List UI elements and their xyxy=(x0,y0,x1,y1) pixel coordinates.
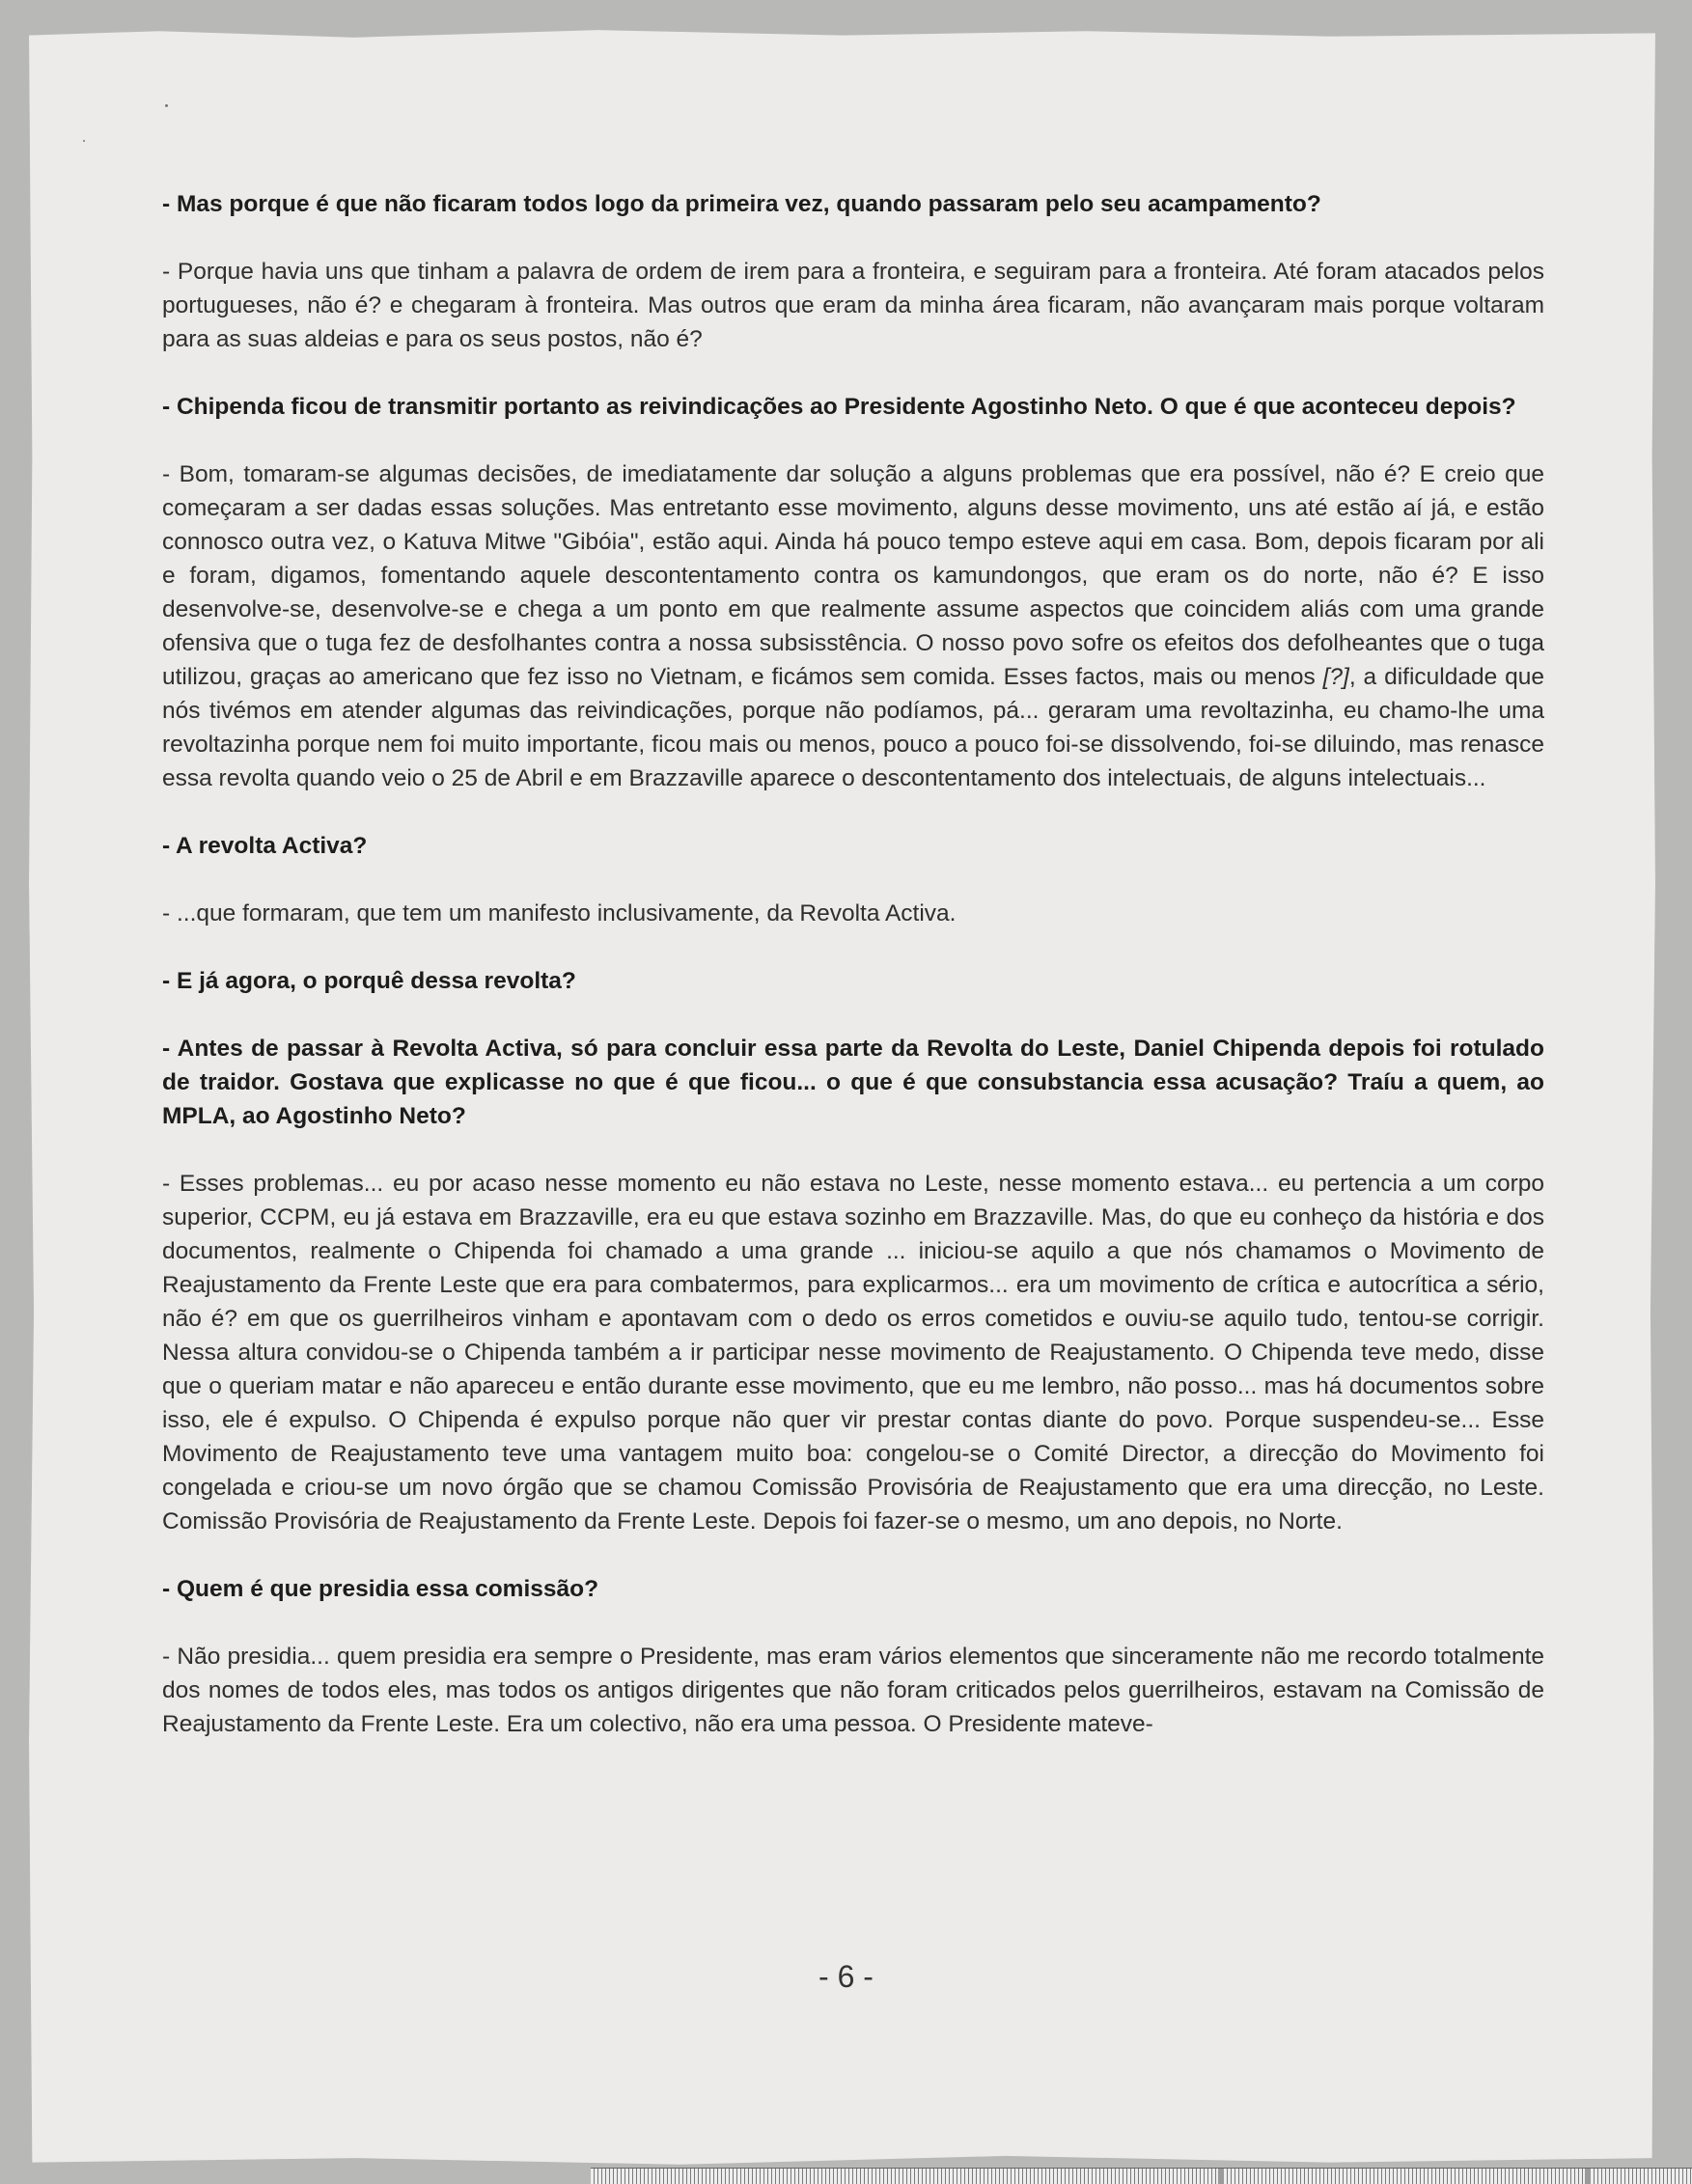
question-paragraph: - Mas porque é que não ficaram todos logo da primeira vez, quando passaram pelo seu acampamento? xyxy=(162,191,1321,217)
question-paragraph: - Antes de passar à Revolta Activa, só para concluir essa parte da Revolta do Leste, Daniel Chipenda depois foi rotulado de traidor. Gostava que explicasse no que é que ficou... o que é que consubstancia essa acusação? Traíu a quem, ao MPLA, ao Agostinho Neto? xyxy=(162,1036,1544,1129)
scan-ruler xyxy=(591,2168,1692,2184)
answer-text: - Bom, tomaram-se algumas decisões, de imediatamente dar solução a alguns problemas que era possível, não é? E creio que começaram a ser dadas essas soluções. Mas entretanto esse movimento, alguns desse movimento, uns até estão aí já, e estão connosco outra vez, o Katuva Mitwe "Gibóia", estão aqui. Ainda há pouco tempo esteve aqui em casa. Bom, depois ficaram por ali e foram, digamos, fomentando aquele descontentamento contra os kamundongos, que eram os do norte, não é? E isso desenvolve-se, desenvolve-se e chega a um ponto em que realmente assume aspectos que coincidem aliás com uma grande ofensiva que o tuga fez de desfolhantes contra a nossa subsisstência. O nosso povo sofre os efeitos dos defolheantes que o tuga utilizou, graças ao americano que fez isso no Vietnam, e ficámos sem comida. Esses factos, mais ou menos xyxy=(162,461,1544,690)
answer-paragraph: - Esses problemas... eu por acaso nesse momento eu não estava no Leste, nesse momento estava... eu pertencia a um corpo superior, CCPM, eu já estava em Brazzaville, era eu que estava sozinho em Brazzaville. Mas, do que eu conheço da história e dos documentos, realmente o Chipenda foi chamado a uma grande ... iniciou-se aquilo a que nós chamamos o Movimento de Reajustamento da Frente Leste que era para combatermos, para explicarmos... era um movimento de crítica e autocrítica a sério, não é? em que os guerrilheiros vinham e apontavam com o dedo os erros cometidos e ouviu-se aquilo tudo, tentou-se corrigir. Nessa altura convidou-se o Chipenda também a ir participar nesse movimento de Reajustamento. O Chipenda teve medo, disse que o queriam matar e não apareceu e então durante esse movimento, que eu me lembro, não posso... mas há documentos sobre isso, ele é expulso. O Chipenda é expulso porque não quer vir prestar contas diante do povo. Porque suspendeu-se... Esse Movimento de Reajustamento teve uma vantagem muito boa: congelou-se o Comité Director, a direcção do Movimento foi congelada e criou-se um novo órgão que se chamou Comissão Provisória de Reajustamento que era uma direcção, no Leste. Comissão Provisória de Reajustamento da Frente Leste. Depois foi fazer-se o mesmo, um ano depois, no Norte. xyxy=(162,1171,1544,1534)
answer-paragraph xyxy=(162,457,1544,795)
answer-paragraph: - ...que formaram, que tem um manifesto inclusivamente, da Revolta Activa. xyxy=(162,900,957,926)
answer-text: , a dificuldade que nós tivémos em atender algumas das reivindicações, porque não podíamos, pá... geraram uma revoltazinha, eu chamo-lhe uma revoltazinha porque nem foi muito importante, ficou mais ou menos, pouco a pouco foi-se dissolvendo, foi-se diluindo, mas renasce essa revolta quando veio o 25 de Abril e em Brazzaville aparece o descontentamento dos intelectuais, de alguns intelectuais... xyxy=(162,664,1544,791)
ruler-mark xyxy=(1218,2169,1224,2184)
interview-transcript xyxy=(162,187,1544,1775)
ruler-mark xyxy=(1585,2169,1591,2184)
page-number: - 6 - xyxy=(818,1959,874,1994)
question-paragraph: - E já agora, o porquê dessa revolta? xyxy=(162,968,576,994)
answer-paragraph: - Porque havia uns que tinham a palavra de ordem de irem para a fronteira, e seguiram para a fronteira. Até foram atacados pelos portugueses, não é? e chegaram à fronteira. Mas outros que eram da minha área ficaram, não avançaram mais porque voltaram para as suas aldeias e para os seus postos, não é? xyxy=(162,259,1544,352)
question-paragraph: - Quem é que presidia essa comissão? xyxy=(162,1576,599,1602)
answer-paragraph: - Não presidia... quem presidia era sempre o Presidente, mas eram vários elementos que sinceramente não me recordo totalmente dos nomes de todos eles, mas todos os antigos dirigentes que não foram criticados pelos guerrilheiros, estavam na Comissão de Reajustamento da Frente Leste. Era um colectivo, não era uma pessoa. O Presidente mateve- xyxy=(162,1644,1544,1737)
uncertain-marker: [?] xyxy=(1322,664,1349,690)
scan-speck xyxy=(83,140,85,142)
question-paragraph: - A revolta Activa? xyxy=(162,833,368,859)
scan-speck xyxy=(165,104,168,107)
question-paragraph: - Chipenda ficou de transmitir portanto as reivindicações ao Presidente Agostinho Neto. O que é que aconteceu depois? xyxy=(162,394,1516,420)
